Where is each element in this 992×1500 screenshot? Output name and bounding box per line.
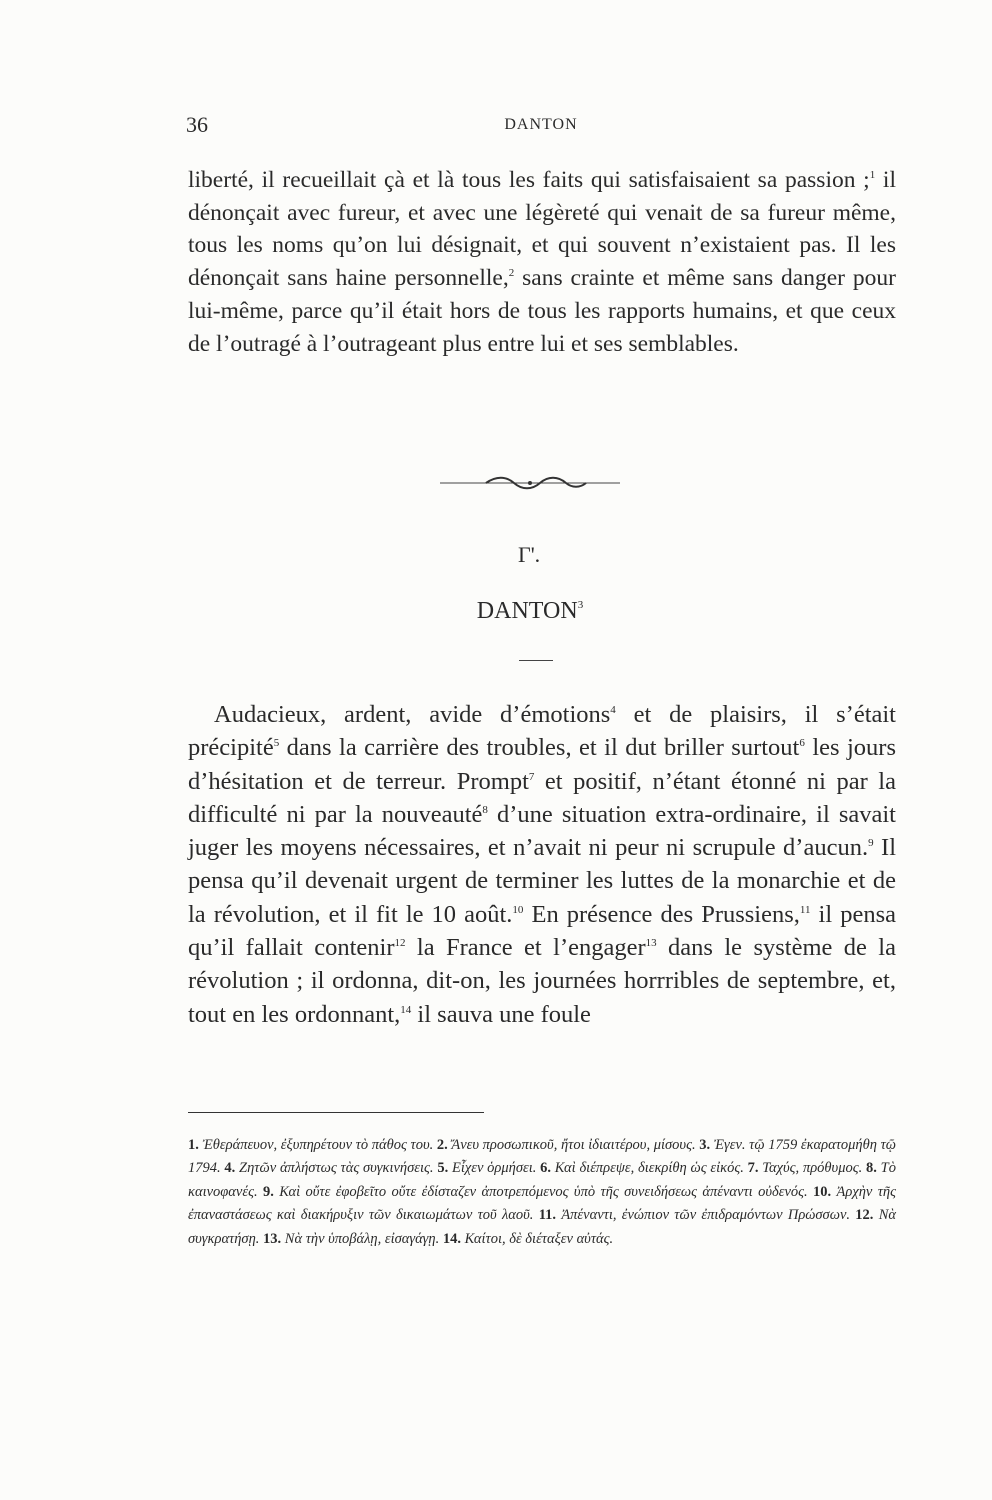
ornament-divider — [440, 474, 620, 492]
footnote-ref: 9 — [868, 837, 874, 850]
footnote-text: Ἀρχὴν τῆς ἐπαναστάσεως καὶ διακήρυξιν τῶν δικαιωμάτων τοῦ λαοῦ. — [188, 1183, 897, 1224]
page-number: 36 — [186, 112, 208, 137]
footnote-text: Ἄνευ προσωπικοῦ, ἤτοι ἰδιαιτέρου, μίσους. — [447, 1137, 700, 1153]
footnote-ref: 6 — [799, 737, 805, 750]
footnote-item — [437, 1160, 540, 1176]
footnote-text: Ζητῶν ἀπλήστως τὰς συγκινήσεις. — [235, 1160, 438, 1177]
footnote-item — [540, 1160, 748, 1176]
paragraph-2 — [188, 698, 896, 1031]
text-run: dans la carrière des troubles, et il dut briller surtout — [279, 734, 800, 762]
footnote-number: 10. — [813, 1183, 832, 1200]
text-run: et de plaisirs, il s’était précipité — [188, 701, 896, 762]
paragraph-2-text — [188, 698, 896, 1031]
footnote-number: 12. — [855, 1207, 874, 1224]
footnote-number: 1. — [188, 1137, 199, 1153]
paragraph-1-text — [188, 164, 896, 360]
text-run: il pensa qu’il fallait contenir — [188, 900, 896, 962]
footnote-ref: 12 — [394, 937, 406, 950]
text-run: et positif, n’étant étonné ni par la difficulté ni par la nouveauté — [188, 767, 896, 828]
footnote-number: 6. — [540, 1160, 551, 1177]
text-run: la France et l’engager — [405, 934, 646, 962]
footnote-number: 2. — [436, 1137, 448, 1153]
footnote-item — [443, 1231, 613, 1247]
text-run: dans le système de la révolution ; il ordonna, dit-on, les journées horrribles de septembre, et, tout en les ordonnant, — [188, 934, 896, 1028]
footnote-number: 4. — [224, 1160, 236, 1177]
text-run: il sauva une foule — [411, 1000, 591, 1028]
text-run: les jours d’hésitation et de terreur. Prompt — [188, 734, 897, 795]
footnote-text: Καὶ διέπρεψε, διεκρίθη ὡς εἰκός. — [551, 1160, 748, 1177]
footnote-item — [224, 1160, 437, 1176]
footnote-item — [437, 1137, 699, 1153]
footnote-ref: 7 — [528, 770, 535, 783]
footnote-text: Εἶχεν ὁρμήσει. — [448, 1160, 541, 1177]
text-run: En présence des Prussiens, — [523, 900, 800, 928]
footnote-number: 14. — [442, 1230, 461, 1247]
footnotes — [188, 1134, 896, 1251]
footnote-item — [263, 1231, 443, 1247]
footnote-item — [748, 1160, 866, 1176]
text-run: il dénonçait avec fureur, et avec une légèreté qui venait de sa fureur même, tous les noms qu’on lui désignait, et qui souvent n’existaient pas. Il les dénonçait sans haine personnelle, — [188, 167, 896, 292]
section-title — [380, 598, 680, 625]
footnote-text: Ἐγεν. τῷ 1759 ἐκαρατομήθη τῷ 1794. — [188, 1137, 896, 1177]
footnote-ref: 1 — [869, 169, 876, 181]
footnote-item — [539, 1207, 856, 1223]
section-title-text: DANTON — [476, 598, 578, 624]
title-rule — [519, 660, 553, 661]
footnote-text: Νὰ τὴν ὑποβάλῃ, εἰσαγάγῃ. — [281, 1230, 443, 1247]
footnote-ref: 13 — [645, 937, 657, 950]
footnote-text: Τὸ καινοφανές. — [188, 1160, 896, 1200]
footnote-ref: 3 — [577, 599, 584, 611]
footnote-item — [263, 1184, 813, 1200]
running-title: DANTON — [504, 116, 578, 133]
paragraph-1 — [188, 164, 896, 360]
footnote-ref: 5 — [273, 737, 280, 750]
footnote-number: 3. — [699, 1137, 711, 1153]
footnote-item — [188, 1137, 437, 1153]
footnote-text: Καὶ οὔτε ἐφοβεῖτο οὔτε ἐδίσταζεν ἀποτρεπόμενος ὑπὸ τῆς συνειδήσεως ἀπέναντι οὐδενός. — [273, 1183, 814, 1200]
text-run: Il pensa qu’il devenait urgent de terminer les luttes de la monarchie et de la révolution, et il fit le 10 août. — [188, 834, 897, 928]
footnote-ref: 11 — [799, 903, 811, 916]
footnote-rule — [188, 1112, 484, 1113]
footnote-ref: 8 — [482, 803, 488, 816]
footnote-number: 9. — [262, 1183, 274, 1200]
text-run: d’une situation extra-ordinaire, il savait juger les moyens nécessaires, et n’avait ni peur ni scrupule d’aucun. — [188, 800, 896, 862]
text-run: Audacieux, ardent, avide d’émotions — [214, 701, 611, 728]
section-number: Γ'. — [518, 542, 541, 567]
text-run: liberté, il recueillait çà et là tous les faits qui satisfaisaient sa passion ; — [188, 167, 870, 193]
footnote-ref: 2 — [508, 267, 515, 280]
footnote-number: 7. — [747, 1160, 759, 1177]
page-header — [186, 112, 896, 142]
footnote-number: 11. — [538, 1207, 557, 1224]
footnote-number: 13. — [263, 1230, 282, 1247]
footnote-number: 5. — [437, 1160, 449, 1177]
footnote-text: Ἀπέναντι, ἐνώπιον τῶν ἐπιδραμόντων Πρώσσων. — [556, 1207, 856, 1224]
footnote-text: Ταχύς, πρόθυμος. — [758, 1160, 867, 1177]
text-run: sans crainte et même sans danger pour lui-même, parce qu’il était hors de tous les rapports humains, et que ceux de l’outragé à l’outrageant plus entre lui et ses semblables. — [188, 265, 897, 357]
footnote-ref: 10 — [512, 903, 524, 916]
footnote-number: 8. — [866, 1160, 877, 1177]
footnote-text: Νὰ συγκρατήσῃ. — [188, 1207, 896, 1247]
footnote-ref: 4 — [610, 704, 616, 716]
footnote-text: Καίτοι, δὲ διέταξεν αὐτάς. — [460, 1230, 614, 1247]
footnote-ref: 14 — [400, 1003, 412, 1016]
footnote-text: Ἐθεράπευον, ἐξυπηρέτουν τὸ πάθος του. — [198, 1137, 437, 1153]
